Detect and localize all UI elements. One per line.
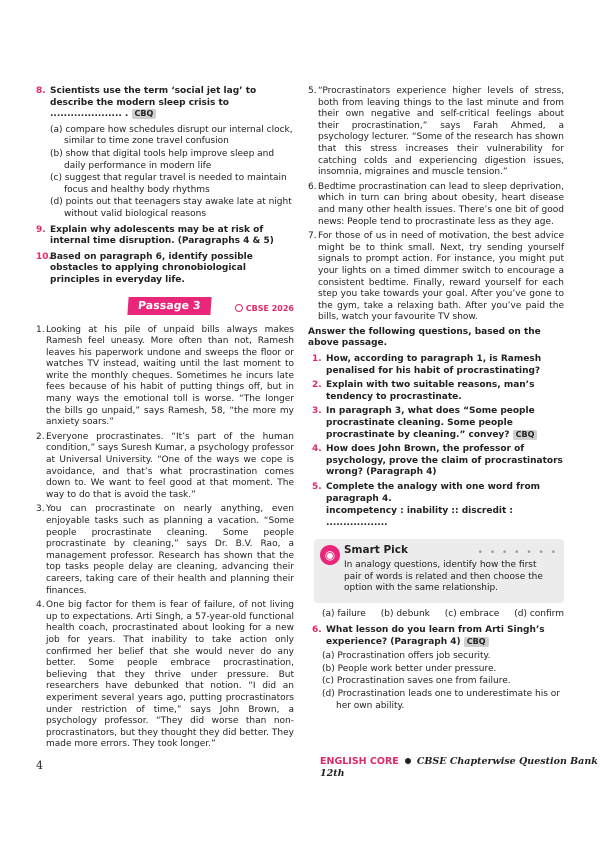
question-4 — [308, 444, 564, 479]
paragraph-5 — [308, 86, 564, 179]
option: (c) suggest that regular travel is needed to maintain focus and healthy body rhythms — [50, 173, 287, 195]
paragraph-1 — [36, 325, 294, 429]
question-5 — [308, 482, 564, 505]
page-footer — [320, 756, 600, 779]
paragraph-7 — [308, 231, 564, 324]
paragraph-number: 4. — [36, 600, 45, 611]
dots-decoration: • • • • • • • — [477, 548, 558, 559]
question-number: 5. — [312, 482, 322, 492]
option: (a) compare how schedules disrupt our internal clock, similar to time zone travel confusion — [50, 124, 293, 147]
page-number: 4 — [36, 759, 43, 772]
lightbulb-icon: ◉ — [320, 545, 340, 565]
analogy-prompt: incompetency : inability :: discredit : .................. — [326, 506, 514, 528]
question-text: How does John Brown, the professor of psychology, prove the claim of procrastinators wrong? (Paragraph 4) — [326, 444, 563, 478]
paragraph-6 — [308, 182, 564, 228]
paragraph-number: 6. — [308, 181, 317, 192]
question-number: 6. — [312, 624, 322, 635]
passage-label: Passage 3 — [127, 297, 211, 315]
right-column — [308, 86, 564, 716]
paragraph-text: Bedtime procrastination can lead to sleep deprivation, which in turn can bring about obesity, heart disease and many other health issues. There’s one bit of good news: People tend to procrastinate less as they age. — [318, 181, 564, 227]
bullet-icon — [405, 758, 411, 764]
question-text: In paragraph 3, what does “Some people procrastinate cleaning. Some people procrastinate by cleaning.” convey? — [326, 406, 535, 440]
question-number: 4. — [312, 444, 322, 455]
question-number: 2. — [312, 380, 322, 391]
question-number: 1. — [312, 354, 322, 365]
cbq-badge: CBQ — [464, 637, 489, 647]
question-text: Complete the analogy with one word from paragraph 4. — [326, 482, 541, 504]
option: (c) Procrastination saves one from failure. — [322, 676, 511, 687]
paragraph-number: 5. — [308, 86, 317, 96]
question-10 — [36, 252, 294, 287]
left-column — [36, 86, 294, 754]
question-2 — [308, 380, 564, 403]
paragraph-text: Looking at his pile of unpaid bills always makes Ramesh feel uneasy. More often than not, Ramesh leaves his paperwork undone and sweeps the floor or watches TV instead, waiting until the last moment to write the monthly cheques. Sometimes he incurs late fees because of his habit of putting things off, but in many ways the emotional toll is worse. “The longer the bills go unpaid,” says Ramesh, 58, “the more my anxiety soars.” — [46, 324, 294, 428]
option: (b) debunk — [380, 609, 430, 620]
paragraph-number: 2. — [36, 431, 45, 442]
paragraph-number: 1. — [36, 324, 45, 335]
question-8 — [36, 86, 294, 121]
option: (d) confirm — [514, 609, 564, 620]
passage-header — [36, 295, 294, 319]
question-6 — [308, 625, 564, 648]
option: (a) failure — [322, 609, 366, 620]
q8-options — [50, 125, 294, 221]
option: (b) People work better under pressure. — [322, 663, 497, 674]
paragraph-4 — [36, 600, 294, 751]
paragraph-text: Everyone procrastinates. “It’s part of the human condition,” says Suresh Kumar, a psychology professor at Universal University. “One of the ways we cope is avoidance, and that’s what procrastination comes down to. We want to feel good at that moment. The way to do that is avoid the task.” — [46, 431, 294, 500]
cbse-tag — [235, 303, 294, 315]
smart-pick-text: In analogy questions, identify how the first pair of words is related and then choose the option with the same relationship. — [344, 559, 543, 594]
question-number: 10. — [36, 251, 52, 262]
question-number: 3. — [312, 406, 322, 417]
question-text: Scientists use the term ‘social jet lag’ to describe the modern sleep crisis to ..................... . — [50, 86, 257, 120]
analogy-options — [322, 609, 564, 621]
paragraph-text: You can procrastinate on nearly anything, even enjoyable tasks such as planning a vacation. “Some people procrastinate cleaning. Some people procrastinate by cleaning,” says Dr. B.V. Rao, a management professor. Research has shown that the top tasks people delay are cleaning, advancing their careers, taking care of their health and planning their finances. — [46, 504, 294, 596]
paragraph-text: For those of us in need of motivation, the best advice might be to think small. Next, try sending yourself signals to prompt action. For instance, you might put your lights on a timed dimmer switch to encourage a consistent bedtime. Finally, reward yourself for each step you take towards your goal. After you’ve gone to the gym, take a relaxing bath. After you’ve paid the bills, watch your favourite TV show. — [318, 231, 564, 323]
question-text: Explain why adolescents may be at risk of internal time disruption. (Paragraphs 4 & 5) — [50, 224, 274, 247]
smart-pick-box — [314, 539, 564, 603]
paragraph-number: 7. — [308, 231, 317, 242]
footer-title: CBSE Chapterwise Question Bank 12th — [320, 756, 598, 779]
question-text: Explain with two suitable reasons, man’s tendency to procrastinate. — [326, 380, 535, 402]
smart-pick-title: Smart Pick — [344, 544, 408, 557]
paragraph-text: “Procrastinators experience higher levels of stress, both from leaving things to the last minute and from their own negative and self-critical feelings about their procrastination,” says Farah Ahmed, a psychology lecturer. “Some of the research has shown that this stress increases their vulnerability for catching colds and experiencing digestion issues, insomnia, migraines and muscle tension.” — [318, 86, 564, 178]
paragraph-3 — [36, 504, 294, 597]
q6-options — [322, 651, 564, 712]
instruction: Answer the following questions, based on the above passage. — [308, 326, 541, 349]
paragraph-number: 3. — [36, 504, 45, 515]
cbq-badge: CBQ — [513, 430, 538, 440]
option: (b) show that digital tools help improve sleep and daily performance in modern life — [50, 148, 275, 171]
paragraph-2 — [36, 432, 294, 502]
question-3 — [308, 406, 564, 441]
question-number: 9. — [36, 224, 46, 235]
target-icon — [235, 304, 243, 312]
question-number: 8. — [36, 86, 46, 96]
option: (a) Procrastination offers job security. — [322, 651, 491, 662]
cbse-tag-text: CBSE 2026 — [245, 303, 294, 313]
question-text: What lesson do you learn from Arti Singh’s experience? (Paragraph 4) — [326, 624, 545, 647]
cbq-badge: CBQ — [132, 109, 157, 119]
option: (d) points out that teenagers stay awake late at night without valid biological reasons — [50, 197, 292, 219]
question-1 — [308, 354, 564, 377]
paragraph-text: One big factor for them is fear of failure, of not living up to expectations. Arti Singh, a 57-year-old functional health coach, procrastinated about looking for a new job for years. That inability to take action only confirmed her belief that she would never do any better. Some people embrace procrastination, believing that they thrive under pressure. But researchers have debunked that notion. “I did an experiment several years ago, putting procrastinators under restriction of time,” says John Brown, a psychology professor. “They did worse than non-procrastinators, but they thought they did better. They made more errors. They took longer.” — [46, 600, 294, 750]
question-text: How, according to paragraph 1, is Ramesh penalised for his habit of procrastinating? — [326, 354, 542, 376]
option: (d) Procrastination leads one to underestimate his or her own ability. — [322, 688, 560, 711]
option: (c) embrace — [444, 609, 500, 620]
question-text: Based on paragraph 6, identify possible obstacles to applying chronobiological principles in everyday life. — [50, 251, 253, 285]
footer-subject: ENGLISH CORE — [320, 756, 399, 767]
question-9 — [36, 225, 294, 248]
